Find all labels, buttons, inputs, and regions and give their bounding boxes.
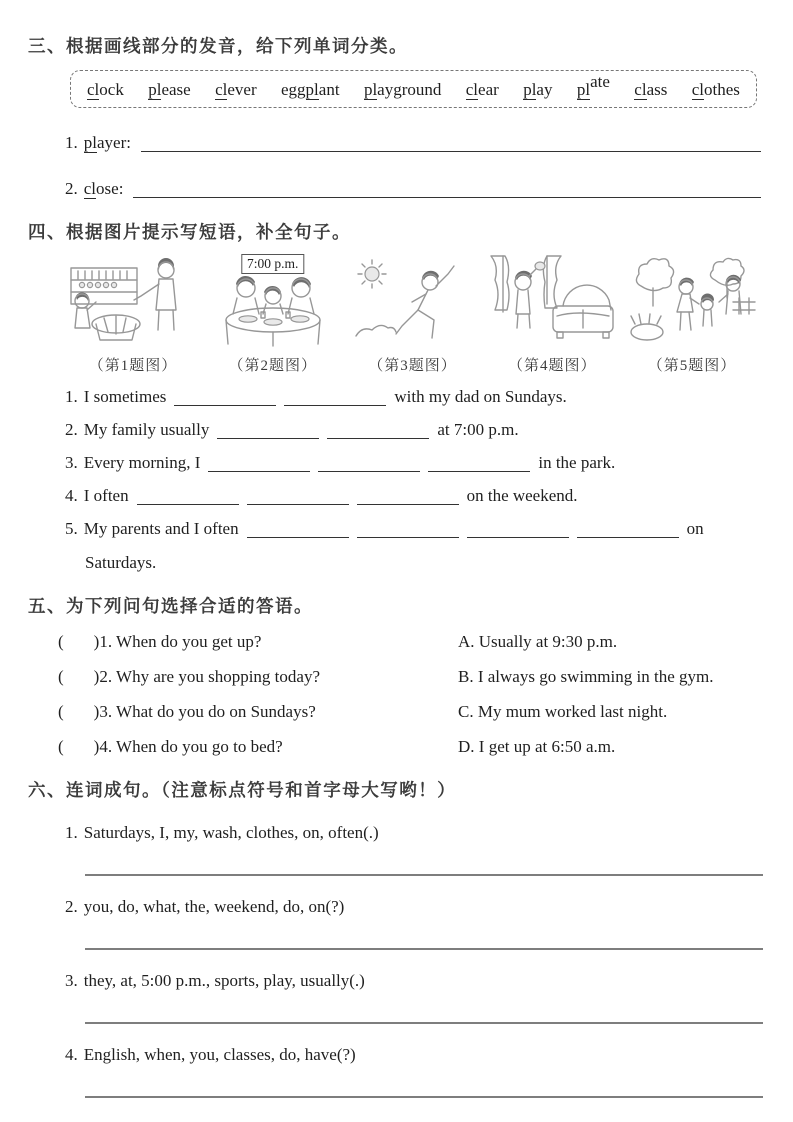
- sentence-1: 1. I sometimes with my dad on Sundays.: [65, 387, 567, 406]
- time-label: 7:00 p.m.: [241, 254, 304, 274]
- rearrange-item-1: 1. Saturdays, I, my, wash, clothes, on, often(.): [65, 822, 763, 876]
- fill-blank: [137, 488, 239, 505]
- word-class: class: [634, 80, 668, 99]
- match-answer: C. My mum worked last night.: [458, 702, 668, 721]
- fill-blank: [217, 422, 319, 439]
- sentence-3: 3. Every morning, I in the park.: [65, 453, 616, 472]
- picture-1-illustration: [68, 254, 198, 348]
- word-please: please: [148, 80, 191, 99]
- word-clothes: clothes: [691, 80, 740, 99]
- fill-blank: [357, 488, 459, 505]
- section5-title: 五、为下列问句选择合适的答语。: [28, 596, 313, 616]
- match-answer: A. Usually at 9:30 p.m.: [458, 632, 618, 651]
- match-question: 3. What do you do on Sundays?: [99, 702, 316, 721]
- picture-5: [627, 254, 757, 375]
- word-clock: clock: [87, 80, 124, 99]
- rearrange-item-2: 2. you, do, what, the, weekend, do, on(?): [65, 896, 763, 950]
- picture-4: [487, 254, 617, 375]
- fill-blank: [174, 389, 276, 406]
- fill-blank: [318, 455, 420, 472]
- match-question: 1. When do you get up?: [99, 632, 262, 651]
- classify-item-close: 2. close:: [65, 178, 763, 200]
- fill-blank: [284, 389, 386, 406]
- fill-blank: [208, 455, 310, 472]
- match-row-3: ( ) 3. What do you do on Sundays? C. My mum worked last night.: [58, 702, 668, 721]
- section4-title: 四、根据图片提示写短语，补全句子。: [28, 222, 351, 242]
- match-row-1: ( ) 1. When do you get up? A. Usually at 9:30 p.m.: [58, 632, 618, 651]
- section6-title: 六、连词成句。（注意标点符号和首字母大写哟！）: [28, 780, 457, 800]
- word-play: play: [523, 80, 553, 99]
- fill-blank: [467, 521, 569, 538]
- match-question: 4. When do you go to bed?: [99, 737, 283, 756]
- sentence-2: 2. My family usually at 7:00 p.m.: [65, 420, 519, 439]
- classify-word: player:: [83, 133, 131, 152]
- match-question: 2. Why are you shopping today?: [99, 667, 320, 686]
- rearrange-item-4: 4. English, when, you, classes, do, have(?): [65, 1044, 763, 1098]
- answer-line: [85, 874, 763, 876]
- word-clever: clever: [215, 80, 257, 99]
- picture-4-illustration: [487, 254, 617, 348]
- answer-line: [85, 948, 763, 950]
- fill-blank: [577, 521, 679, 538]
- rearrange-item-3: 3. they, at, 5:00 p.m., sports, play, usually(.): [65, 970, 763, 1024]
- picture-3-caption: （第3题图）: [368, 358, 457, 374]
- picture-5-caption: （第5题图）: [647, 358, 737, 374]
- fill-blank: [247, 521, 349, 538]
- answer-line: [85, 1022, 763, 1024]
- fill-blank: [327, 422, 429, 439]
- answer-bracket: (: [58, 737, 64, 756]
- answer-bracket: (: [58, 632, 64, 651]
- classify-item-player: 1. player:: [65, 132, 763, 154]
- word-plate: plate: [576, 72, 610, 99]
- fill-blank: [428, 455, 530, 472]
- pictures-row: [68, 254, 757, 375]
- picture-2: [208, 254, 338, 375]
- fill-blank: [357, 521, 459, 538]
- word-clear: clear: [465, 80, 499, 99]
- picture-3-illustration: [348, 254, 478, 348]
- match-row-2: ( ) 2. Why are you shopping today? B. I always go swimming in the gym.: [58, 667, 714, 686]
- answer-bracket: (: [58, 667, 64, 686]
- picture-1-caption: （第1题图）: [88, 358, 178, 374]
- section3-title: 三、根据画线部分的发音，给下列单词分类。: [28, 36, 408, 56]
- picture-2-illustration: [208, 254, 338, 348]
- picture-5-illustration: [627, 254, 757, 348]
- answer-blank-line: [133, 179, 761, 198]
- sentence-5-continuation: Saturdays.: [85, 553, 157, 572]
- word-bank-box: [70, 70, 757, 108]
- match-answer: D. I get up at 6:50 a.m.: [458, 737, 616, 756]
- answer-bracket: (: [58, 702, 64, 721]
- picture-3: [348, 254, 478, 375]
- fill-blank: [247, 488, 349, 505]
- classify-word: close:: [83, 179, 124, 198]
- match-row-4: ( ) 4. When do you go to bed? D. I get up at 6:50 a.m.: [58, 737, 616, 756]
- sentence-5: 5. My parents and I often on: [65, 519, 704, 538]
- picture-1: [68, 254, 198, 375]
- answer-blank-line: [141, 133, 761, 152]
- sentence-4: 4. I often on the weekend.: [65, 486, 578, 505]
- picture-4-caption: （第4题图）: [507, 358, 597, 374]
- picture-2-caption: （第2题图）: [228, 358, 317, 374]
- word-playground: playground: [363, 80, 442, 99]
- word-eggplant: eggplant: [281, 80, 340, 99]
- match-answer: B. I always go swimming in the gym.: [458, 667, 714, 686]
- answer-line: [85, 1096, 763, 1098]
